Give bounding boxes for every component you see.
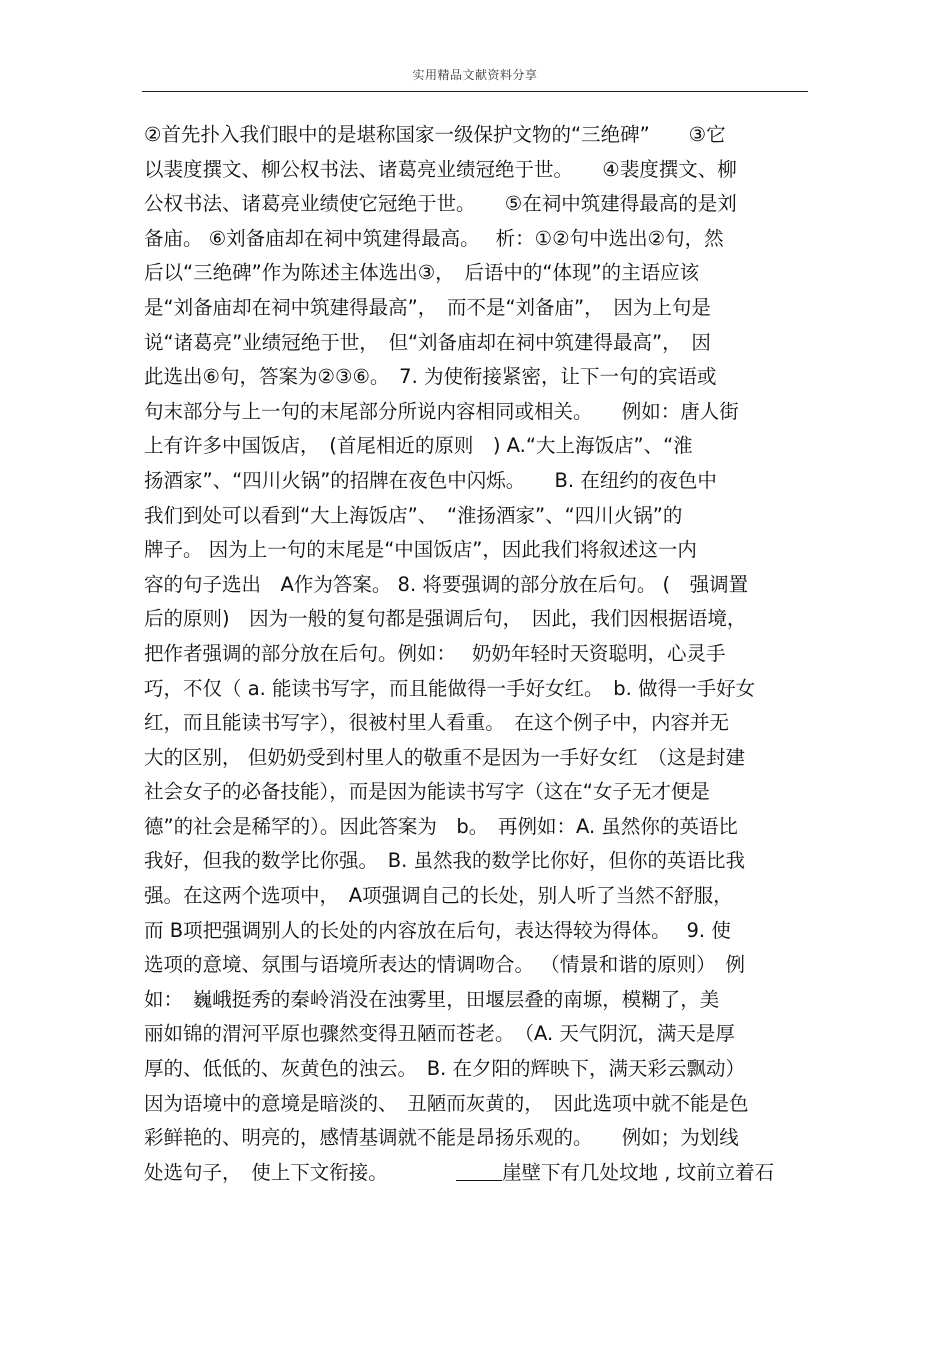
text-line: 公权书法、诸葛亮业绩使它冠绝于世。 ⑤在祠中筑建得最高的是刘 xyxy=(144,192,737,216)
text-line: 而 B项把强调别人的长处的内容放在后句，表达得较为得体。 9. 使 xyxy=(144,918,731,942)
text-line: 如： 巍峨挺秀的秦岭消没在浊雾里，田堰层叠的南塬，模糊了，美 xyxy=(144,987,720,1011)
text-line: ②首先扑入我们眼中的是堪称国家一级保护文物的“三绝碑” ③它 xyxy=(144,123,726,146)
text-line: 句末部分与上一句的末尾部分所说内容相同或相关。 例如：唐人街 xyxy=(144,399,739,423)
text-line: 大的区别， 但奶奶受到村里人的敬重不是因为一手好女红 （这是封建 xyxy=(144,745,745,769)
text-line: 德”的社会是稀罕的）。因此答案为 b。 再例如：A. 虽然你的英语比 xyxy=(144,814,738,838)
text-line: 后以“三绝碑”作为陈述主体选出③， 后语中的“体现”的主语应该 xyxy=(144,261,700,285)
text-line: 是“刘备庙却在祠中筑建得最高”， 而不是“刘备庙”， 因为上句是 xyxy=(144,295,711,319)
text-line: 丽如锦的渭河平原也骤然变得丑陋而苍老。 （A. 天气阴沉，满天是厚 xyxy=(144,1022,735,1046)
fill-in-blank xyxy=(456,1160,502,1181)
text-line: 社会女子的必备技能），而是因为能读书写字（这在“女子无才便是 xyxy=(144,780,710,804)
text-line: 厚的、低低的、灰黄色的浊云。 B. 在夕阳的辉映下，满天彩云飘动） xyxy=(144,1057,746,1081)
text-line: 彩鲜艳的、明亮的，感情基调就不能是昂扬乐观的。 例如；为划线 xyxy=(144,1126,739,1150)
text-line: 扬酒家”、“四川火锅”的招牌在夜色中闪烁。 B. 在纽约的夜色中 xyxy=(144,468,717,492)
last-line-tail: 崖壁下有几处坟地 , 坟前立着石 xyxy=(502,1160,775,1184)
text-line: 说“诸葛亮”业绩冠绝于世， 但“刘备庙却在祠中筑建得最高”， 因 xyxy=(144,330,711,354)
header-divider xyxy=(142,91,808,92)
text-line: 因为语境中的意境是暗淡的、 丑陋而灰黄的， 因此选项中就不能是色 xyxy=(144,1091,749,1115)
text-line: 容的句子选出 A作为答案。 8. 将要强调的部分放在后句。 ( 强调置 xyxy=(144,572,749,596)
last-line-head: 处选句子， 使上下文衔接。 xyxy=(144,1160,457,1184)
body-text xyxy=(144,118,808,1190)
text-line: 上有许多中国饭店， (首尾相近的原则 ) A.“大上海饭店”、“淮 xyxy=(144,434,693,458)
text-line: 我们到处可以看到“大上海饭店”、 “淮扬酒家”、“四川火锅”的 xyxy=(144,503,683,527)
text-line: 备庙。 ⑥刘备庙却在祠中筑建得最高。 析：①②句中选出②句，然 xyxy=(144,226,724,250)
text-line: 以裴度撰文、柳公权书法、诸葛亮业绩冠绝于世。 ④裴度撰文、柳 xyxy=(144,157,737,181)
text-line: 我好，但我的数学比你强。 B. 虽然我的数学比你好，但你的英语比我 xyxy=(144,849,746,873)
text-line: 此选出⑥句，答案为②③⑥。 7. 为使衔接紧密，让下一句的宾语或 xyxy=(144,365,717,389)
text-line: 牌子。 因为上一句的末尾是“中国饭店”，因此我们将叙述这一内 xyxy=(144,538,697,562)
text-line: 红，而且能读书写字），很被村里人看重。 在这个例子中，内容并无 xyxy=(144,711,730,735)
text-line: 选项的意境、氛围与语境所表达的情调吻合。 （情景和谐的原则） 例 xyxy=(144,953,745,977)
text-line: 把作者强调的部分放在后句。例如： 奶奶年轻时天资聪明，心灵手 xyxy=(144,641,726,665)
text-line: 巧，不仅（ a. 能读书写字，而且能做得一手好女红。 b. 做得一手好女 xyxy=(144,676,756,700)
text-line: 后的原则) 因为一般的复句都是强调后句， 因此，我们因根据语境， xyxy=(144,607,747,631)
page-header: 实用精品文献资料分享 xyxy=(412,68,538,82)
text-line: 强。在这两个选项中， A项强调自己的长处，别人听了当然不舒服， xyxy=(144,884,733,908)
text-line-last xyxy=(144,1156,808,1191)
